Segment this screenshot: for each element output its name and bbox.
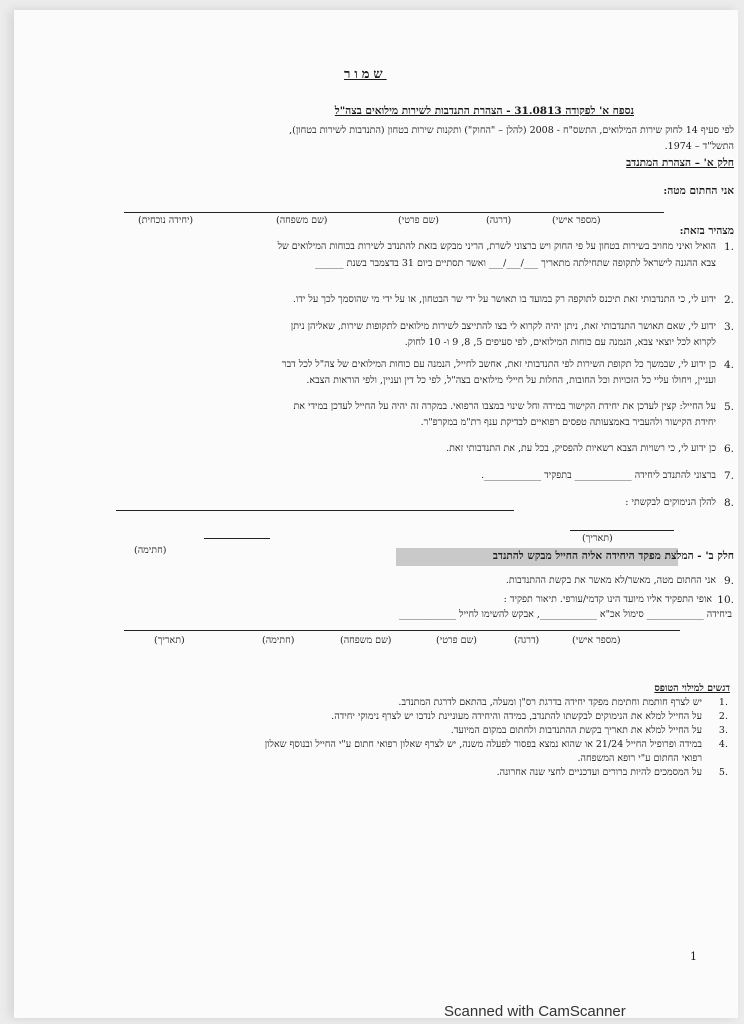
item-5-line-1: על החייל: קצין לעדכן את יחידת הקישור במידה וחל שינוי במצבו הרפואי. במקרה זה יהיה על החייל לעדכן במידי את xyxy=(293,401,716,412)
item-3-line-1: ידוע לי, שאם תאושר התנדבותי זאת, ניתן יהיה לקרוא לי בצו להתייצב לשירות מילואים לתקופות שירות, שאליהן ניתן xyxy=(290,321,716,332)
b-label-signature: (חתימה) xyxy=(262,635,295,646)
legal-basis-line-1: לפי סעיף 14 לחוק שירות המילואים, התשס"ח - 2008 (להלן – "החוק") ותקנות שירות בטחון (התנדבות לשירות בטחון), xyxy=(289,125,734,136)
note-5-number: 5. xyxy=(718,767,728,778)
b-label-personal-number: (מספר אישי) xyxy=(572,635,621,646)
item-1-line-1: הואיל ואיני מחויב בשירות בטחון על פי החוק ויש ברצוני לשרת, הריני מבקש בזאת להתנדב לשירות בכוחות המילואים של xyxy=(277,241,716,252)
item-7-number: 7. xyxy=(723,470,734,482)
reasons-line xyxy=(116,510,514,511)
signature-label: (חתימה) xyxy=(134,545,167,556)
note-1-number: 1. xyxy=(718,697,728,708)
note-3-number: 3. xyxy=(718,725,728,736)
item-9-number: 9. xyxy=(723,575,734,587)
item-6-text: כן ידוע לי, כי רשויות הצבא רשאיות להפסיק, בכל עת, את התנדבותי זאת. xyxy=(446,443,716,454)
item-1-line-2: צבא ההגנה לישראל לתקופה שתחילתה מתאריך ___/___/___ ואשר תסתיים ביום 31 בדצמבר בשנת ______ xyxy=(315,258,716,269)
b-label-rank: (דרגה) xyxy=(514,635,540,646)
item-8-text: להלן הנימוקים לבקשתי : xyxy=(625,497,716,508)
page-number: 1 xyxy=(690,950,697,963)
item-10-number: 10. xyxy=(717,594,734,606)
note-2-number: 2. xyxy=(718,711,728,722)
item-9-text: אני החתום מטה, מאשר/לא מאשר את בקשת ההתנדבות. xyxy=(505,575,716,586)
note-4-line-2: רפואי החתום ע"י רופא המשפחה. xyxy=(577,753,702,764)
classification-label: שמור xyxy=(344,67,387,82)
item-5-number: 5. xyxy=(723,401,734,413)
scanner-watermark: Scanned with CamScanner xyxy=(444,1003,626,1020)
item-3-line-2: לקרוא לכל יוצאי צבא, הנמנה עם כוחות המילואים, לפי סעיפים 5, 8, 9 ו- 10 לחוק. xyxy=(404,337,716,348)
b-label-last-name: (שם משפחה) xyxy=(340,635,392,646)
scanned-page xyxy=(14,10,738,1018)
item-4-line-2: ועניין, ויחולו עליי כל הזכויות וכל החובות, החלות על חיילי מילואים בצה"ל, לפי כל דין ועניין, ולפי הוראות הצבא. xyxy=(306,375,716,386)
item-2-text: ידוע לי, כי התנדבותי זאת תיכנס לתוקפה רק במועד בו תאושר על ידי שר הבטחון, או על ידי מי שהוסמך לכך על ידו. xyxy=(292,294,716,305)
item-3-number: 3. xyxy=(723,321,734,333)
note-3-text: על החייל למלא את תאריך בקשת ההתנדבות ולחתום במקום המיועד. xyxy=(450,725,702,736)
note-1-text: יש לצרף חותמת וחתימת מפקד יחידה בדרגת רס"ן ומעלה, בהתאם לדרגת המתנדב. xyxy=(398,697,702,708)
item-10-text: אופי התפקיד אליו מיועד הינו קדמי/עורפי. תיאור תפקיד : xyxy=(503,594,712,605)
note-4-line-1: במידה ופרופיל החייל 21/24 או שהוא נמצא בפסור לפעלה משנה, יש לצרף שאלון רפואי חתום ע"י החייל ובנוסף שאלון xyxy=(264,739,702,750)
personal-details-line xyxy=(124,212,664,213)
unit-assignment-line: ביחידה ____________ סימול אכ"א ____________, אבקש להשימו לחייל ____________ xyxy=(399,609,732,620)
part-b-title: חלק ב' - המלצת מפקד היחידה אליה החייל מבקש להתנדב xyxy=(492,550,734,562)
item-7-text: ברצוני להתנדב ליחידה ____________ בתפקיד ____________. xyxy=(481,470,716,481)
b-label-date: (תאריך) xyxy=(154,635,185,646)
item-6-number: 6. xyxy=(723,443,734,455)
label-current-unit: (יחידה נוכחית) xyxy=(138,215,194,226)
item-4-number: 4. xyxy=(723,359,734,371)
notes-title: דגשים למילוי הטופס xyxy=(654,683,730,694)
date-line xyxy=(570,530,674,531)
item-5-line-2: יחידת הקישור ולהעביר באמצעותה טפסים רפואיים לבדיקת ענף רת"מ במקרפ"ר. xyxy=(420,417,716,428)
item-4-line-1: כן ידוע לי, שבמשך כל תקופת השירות לפי התנדבותי זאת, אחשב לחייל, הנמנה עם כוחות המילואים של צה"ל לכל דבר xyxy=(281,359,716,370)
label-last-name: (שם משפחה) xyxy=(276,215,328,226)
item-1-number: 1. xyxy=(723,241,734,253)
commander-details-line xyxy=(124,630,680,631)
part-a-title: חלק א' – הצהרת המתנדב xyxy=(626,157,734,169)
note-5-text: על המסמכים להיות ברורים ועדכניים לחצי שנה אחרונה. xyxy=(496,767,702,778)
legal-basis-line-2: התשל"ד – 1974. xyxy=(664,141,734,152)
date-label: (תאריך) xyxy=(582,533,613,544)
item-2-number: 2. xyxy=(723,294,734,306)
label-first-name: (שם פרטי) xyxy=(398,215,439,226)
note-2-text: על החייל למלא את הנימוקים לבקשתו להתנדב, במידה והיחידה מעוניינת לנדבו יש לצרף נימוקי יחידה. xyxy=(331,711,702,722)
label-rank: (דרגה) xyxy=(486,215,512,226)
appendix-title: נספח א' לפקודה 31.0813 - הצהרת התנדבות לשירות מילואים בצה"ל xyxy=(334,105,634,117)
b-label-first-name: (שם פרטי) xyxy=(436,635,477,646)
label-personal-number: (מספר אישי) xyxy=(552,215,601,226)
item-8-number: 8. xyxy=(723,497,734,509)
declares-label: מצהיר בזאת: xyxy=(679,225,734,237)
signature-line xyxy=(204,538,270,539)
undersigned-label: אני החתום מטה: xyxy=(663,185,734,197)
note-4-number: 4. xyxy=(718,739,728,750)
